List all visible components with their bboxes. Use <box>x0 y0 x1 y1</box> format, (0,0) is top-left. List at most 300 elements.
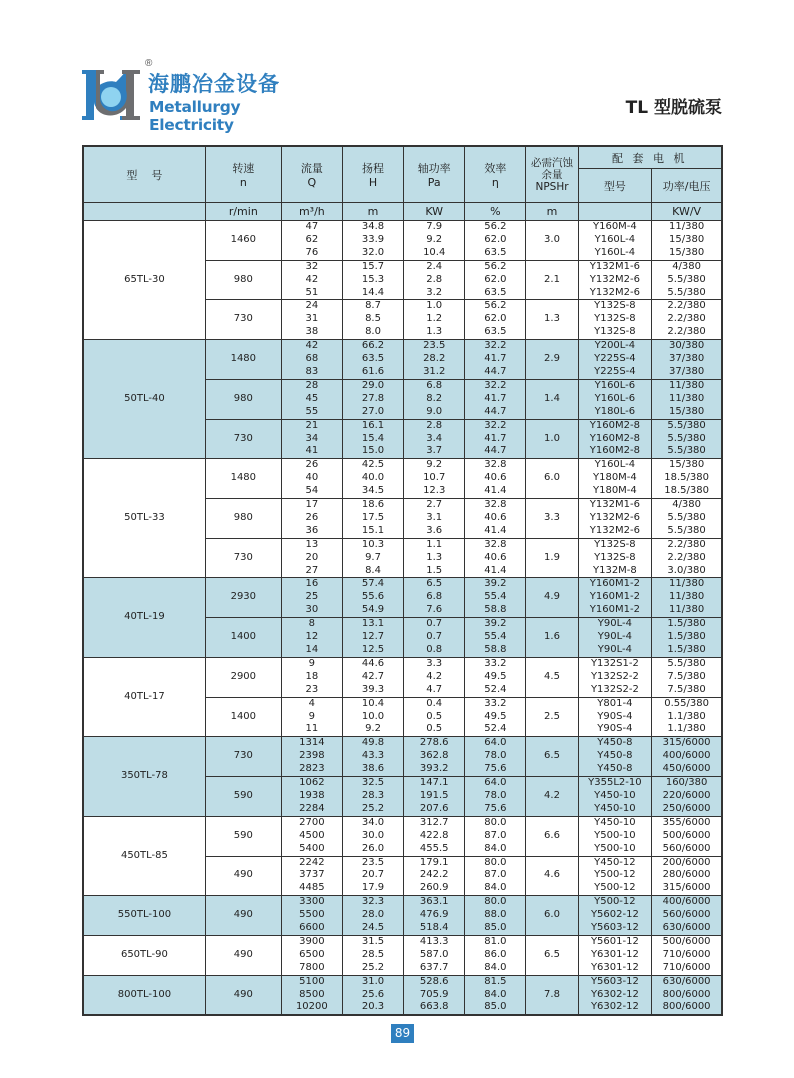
motor-power-cell: 2.2/380 <box>652 326 722 339</box>
motor-power-cell: 4/380 <box>652 260 722 273</box>
efficiency-cell: 56.2 <box>465 260 526 273</box>
header-flow-symbol: Q <box>307 176 317 189</box>
flow-cell: 4 <box>281 697 342 710</box>
efficiency-cell: 41.4 <box>465 565 526 578</box>
flow-cell: 5100 <box>281 975 342 988</box>
head-cell: 32.3 <box>342 896 403 909</box>
flow-cell: 23 <box>281 684 342 697</box>
unit-head: m <box>342 203 403 221</box>
motor-model-cell: Y132S-8 <box>578 538 652 551</box>
npsh-cell: 1.4 <box>526 379 578 419</box>
flow-cell: 38 <box>281 326 342 339</box>
flow-cell: 6600 <box>281 922 342 935</box>
efficiency-cell: 86.0 <box>465 949 526 962</box>
registered-mark: ® <box>145 58 153 69</box>
efficiency-cell: 85.0 <box>465 1001 526 1015</box>
efficiency-cell: 32.8 <box>465 459 526 472</box>
head-cell: 44.6 <box>342 657 403 670</box>
motor-power-cell: 1.1/380 <box>652 723 722 736</box>
motor-model-cell: Y90L-4 <box>578 644 652 657</box>
model-name: 650TL-90 <box>83 935 205 975</box>
speed-cell: 980 <box>205 260 281 300</box>
head-cell: 17.5 <box>342 512 403 525</box>
motor-power-cell: 1.1/380 <box>652 711 722 724</box>
table-row <box>83 340 722 353</box>
motor-model-cell: Y132M2-6 <box>578 525 652 538</box>
model-section-40tl-19 <box>83 578 722 657</box>
model-section-50tl-40 <box>83 340 722 459</box>
header-head-label: 扬程 <box>362 162 385 175</box>
motor-power-cell: 450/6000 <box>652 763 722 776</box>
motor-model-cell: Y450-8 <box>578 737 652 750</box>
motor-power-cell: 400/6000 <box>652 896 722 909</box>
head-cell: 42.5 <box>342 459 403 472</box>
flow-cell: 11 <box>281 723 342 736</box>
speed-cell: 1480 <box>205 340 281 380</box>
motor-model-cell: Y90S-4 <box>578 723 652 736</box>
flow-cell: 76 <box>281 247 342 260</box>
head-cell: 9.7 <box>342 552 403 565</box>
power-cell: 3.7 <box>404 445 465 458</box>
power-cell: 260.9 <box>404 882 465 895</box>
efficiency-cell: 40.6 <box>465 552 526 565</box>
motor-power-cell: 500/6000 <box>652 935 722 948</box>
power-cell: 7.6 <box>404 604 465 617</box>
efficiency-cell: 75.6 <box>465 803 526 816</box>
motor-model-cell: Y180M-4 <box>578 472 652 485</box>
npsh-cell: 2.1 <box>526 260 578 300</box>
flow-cell: 7800 <box>281 962 342 975</box>
model-name: 40TL-17 <box>83 657 205 736</box>
flow-cell: 42 <box>281 340 342 353</box>
motor-model-cell: Y500-12 <box>578 896 652 909</box>
power-cell: 393.2 <box>404 763 465 776</box>
power-cell: 3.4 <box>404 433 465 446</box>
unit-speed: r/min <box>205 203 281 221</box>
model-name: 800TL-100 <box>83 975 205 1015</box>
header-power <box>404 146 465 203</box>
efficiency-cell: 33.2 <box>465 697 526 710</box>
npsh-cell: 3.0 <box>526 221 578 261</box>
efficiency-cell: 63.5 <box>465 287 526 300</box>
motor-model-cell: Y450-10 <box>578 803 652 816</box>
head-cell: 9.2 <box>342 723 403 736</box>
power-cell: 2.7 <box>404 499 465 512</box>
efficiency-cell: 62.0 <box>465 274 526 287</box>
efficiency-cell: 87.0 <box>465 830 526 843</box>
flow-cell: 2823 <box>281 763 342 776</box>
company-logo <box>80 58 310 134</box>
header-power-symbol: Pa <box>427 176 441 189</box>
power-cell: 4.7 <box>404 684 465 697</box>
motor-power-cell: 11/380 <box>652 591 722 604</box>
table-row <box>83 657 722 670</box>
speed-cell: 490 <box>205 856 281 896</box>
speed-cell: 590 <box>205 816 281 856</box>
efficiency-cell: 80.0 <box>465 856 526 869</box>
speed-cell: 1480 <box>205 459 281 499</box>
flow-cell: 9 <box>281 711 342 724</box>
npsh-cell: 3.3 <box>526 499 578 539</box>
table-row <box>83 578 722 591</box>
efficiency-cell: 32.8 <box>465 499 526 512</box>
header-motor-model: 型号 <box>578 169 652 203</box>
power-cell: 9.0 <box>404 406 465 419</box>
head-cell: 12.5 <box>342 644 403 657</box>
efficiency-cell: 62.0 <box>465 313 526 326</box>
motor-power-cell: 200/6000 <box>652 856 722 869</box>
power-cell: 28.2 <box>404 353 465 366</box>
motor-model-cell: Y132M2-6 <box>578 274 652 287</box>
motor-model-cell: Y132M2-6 <box>578 512 652 525</box>
npsh-cell: 1.0 <box>526 419 578 459</box>
npsh-cell: 6.0 <box>526 459 578 499</box>
header-speed <box>205 146 281 203</box>
npsh-cell: 2.9 <box>526 340 578 380</box>
motor-model-cell: Y450-10 <box>578 790 652 803</box>
head-cell: 39.3 <box>342 684 403 697</box>
power-cell: 179.1 <box>404 856 465 869</box>
table-row <box>83 935 722 948</box>
motor-model-cell: Y801-4 <box>578 697 652 710</box>
head-cell: 27.8 <box>342 393 403 406</box>
model-section-350tl-78 <box>83 737 722 816</box>
flow-cell: 16 <box>281 578 342 591</box>
model-section-650tl-90 <box>83 935 722 975</box>
speed-cell: 730 <box>205 737 281 777</box>
motor-model-cell: Y5603-12 <box>578 922 652 935</box>
efficiency-cell: 88.0 <box>465 909 526 922</box>
head-cell: 15.1 <box>342 525 403 538</box>
head-cell: 8.7 <box>342 300 403 313</box>
head-cell: 63.5 <box>342 353 403 366</box>
motor-power-cell: 710/6000 <box>652 949 722 962</box>
motor-power-cell: 355/6000 <box>652 816 722 829</box>
head-cell: 57.4 <box>342 578 403 591</box>
speed-cell: 730 <box>205 419 281 459</box>
header-speed-symbol: n <box>239 176 247 189</box>
power-cell: 1.0 <box>404 300 465 313</box>
flow-cell: 45 <box>281 393 342 406</box>
model-name: 550TL-100 <box>83 896 205 936</box>
motor-power-cell: 560/6000 <box>652 843 722 856</box>
motor-power-cell: 2.2/380 <box>652 300 722 313</box>
efficiency-cell: 40.6 <box>465 472 526 485</box>
flow-cell: 4500 <box>281 830 342 843</box>
motor-power-cell: 630/6000 <box>652 922 722 935</box>
efficiency-cell: 33.2 <box>465 657 526 670</box>
efficiency-cell: 87.0 <box>465 869 526 882</box>
motor-power-cell: 315/6000 <box>652 737 722 750</box>
speed-cell: 490 <box>205 975 281 1015</box>
efficiency-cell: 40.6 <box>465 512 526 525</box>
motor-model-cell: Y6301-12 <box>578 962 652 975</box>
efficiency-cell: 84.0 <box>465 843 526 856</box>
motor-power-cell: 11/380 <box>652 393 722 406</box>
head-cell: 28.5 <box>342 949 403 962</box>
motor-power-cell: 5.5/380 <box>652 287 722 300</box>
unit-power: KW <box>404 203 465 221</box>
motor-power-cell: 5.5/380 <box>652 657 722 670</box>
motor-model-cell: Y132M2-6 <box>578 287 652 300</box>
efficiency-cell: 56.2 <box>465 221 526 234</box>
header-speed-label: 转速 <box>232 162 255 175</box>
power-cell: 0.8 <box>404 644 465 657</box>
efficiency-cell: 52.4 <box>465 684 526 697</box>
flow-cell: 3737 <box>281 869 342 882</box>
efficiency-cell: 56.2 <box>465 300 526 313</box>
power-cell: 455.5 <box>404 843 465 856</box>
speed-cell: 590 <box>205 777 281 817</box>
head-cell: 14.4 <box>342 287 403 300</box>
power-cell: 10.4 <box>404 247 465 260</box>
motor-model-cell: Y450-8 <box>578 763 652 776</box>
header-npsh-symbol: NPSHr <box>535 180 569 193</box>
header-npsh-label: 必需汽蚀余量 <box>531 156 573 181</box>
header-efficiency-label: 效率 <box>484 162 507 175</box>
motor-model-cell: Y5602-12 <box>578 909 652 922</box>
power-cell: 663.8 <box>404 1001 465 1015</box>
table-header <box>83 146 722 221</box>
efficiency-cell: 55.4 <box>465 631 526 644</box>
flow-cell: 17 <box>281 499 342 512</box>
motor-model-cell: Y160L-4 <box>578 234 652 247</box>
npsh-cell: 4.5 <box>526 657 578 697</box>
motor-power-cell: 280/6000 <box>652 869 722 882</box>
efficiency-cell: 41.4 <box>465 525 526 538</box>
efficiency-cell: 84.0 <box>465 882 526 895</box>
flow-cell: 5500 <box>281 909 342 922</box>
header-flow-label: 流量 <box>300 162 323 175</box>
motor-model-cell: Y160M2-8 <box>578 445 652 458</box>
motor-power-cell: 1.5/380 <box>652 631 722 644</box>
unit-npsh: m <box>526 203 578 221</box>
model-name: 350TL-78 <box>83 737 205 816</box>
table-row <box>83 975 722 988</box>
speed-cell: 490 <box>205 896 281 936</box>
motor-model-cell: Y160M2-8 <box>578 419 652 432</box>
efficiency-cell: 41.7 <box>465 433 526 446</box>
flow-cell: 21 <box>281 419 342 432</box>
motor-power-cell: 3.0/380 <box>652 565 722 578</box>
npsh-cell: 6.5 <box>526 737 578 777</box>
table-row <box>83 221 722 234</box>
head-cell: 8.5 <box>342 313 403 326</box>
power-cell: 147.1 <box>404 777 465 790</box>
power-cell: 242.2 <box>404 869 465 882</box>
motor-power-cell: 1.5/380 <box>652 644 722 657</box>
motor-model-cell: Y132S2-2 <box>578 684 652 697</box>
flow-cell: 32 <box>281 260 342 273</box>
flow-cell: 51 <box>281 287 342 300</box>
motor-power-cell: 2.2/380 <box>652 538 722 551</box>
motor-power-cell: 710/6000 <box>652 962 722 975</box>
flow-cell: 6500 <box>281 949 342 962</box>
npsh-cell: 2.5 <box>526 697 578 737</box>
motor-model-cell: Y90S-4 <box>578 711 652 724</box>
motor-power-cell: 15/380 <box>652 234 722 247</box>
motor-model-cell: Y132M-8 <box>578 565 652 578</box>
motor-power-cell: 15/380 <box>652 459 722 472</box>
power-cell: 0.4 <box>404 697 465 710</box>
power-cell: 6.8 <box>404 379 465 392</box>
power-cell: 1.5 <box>404 565 465 578</box>
efficiency-cell: 32.2 <box>465 340 526 353</box>
head-cell: 31.5 <box>342 935 403 948</box>
motor-model-cell: Y132S-8 <box>578 552 652 565</box>
head-cell: 10.0 <box>342 711 403 724</box>
page-number: 89 <box>391 1024 414 1043</box>
head-cell: 26.0 <box>342 843 403 856</box>
head-cell: 33.9 <box>342 234 403 247</box>
motor-power-cell: 4/380 <box>652 499 722 512</box>
motor-model-cell: Y225S-4 <box>578 353 652 366</box>
motor-power-cell: 15/380 <box>652 247 722 260</box>
motor-model-cell: Y160M1-2 <box>578 591 652 604</box>
model-section-50tl-33 <box>83 459 722 578</box>
efficiency-cell: 52.4 <box>465 723 526 736</box>
motor-power-cell: 5.5/380 <box>652 433 722 446</box>
flow-cell: 36 <box>281 525 342 538</box>
motor-model-cell: Y132M1-6 <box>578 260 652 273</box>
model-name: 65TL-30 <box>83 221 205 340</box>
efficiency-cell: 55.4 <box>465 591 526 604</box>
flow-cell: 14 <box>281 644 342 657</box>
power-cell: 191.5 <box>404 790 465 803</box>
flow-cell: 25 <box>281 591 342 604</box>
motor-power-cell: 7.5/380 <box>652 684 722 697</box>
head-cell: 15.3 <box>342 274 403 287</box>
efficiency-cell: 32.8 <box>465 538 526 551</box>
flow-cell: 27 <box>281 565 342 578</box>
motor-power-cell: 220/6000 <box>652 790 722 803</box>
flow-cell: 28 <box>281 379 342 392</box>
head-cell: 20.7 <box>342 869 403 882</box>
brand-name-cn: 海鹏冶金设备 <box>148 72 280 96</box>
efficiency-cell: 81.5 <box>465 975 526 988</box>
motor-model-cell: Y160M2-8 <box>578 433 652 446</box>
motor-power-cell: 5.5/380 <box>652 274 722 287</box>
flow-cell: 4485 <box>281 882 342 895</box>
motor-power-cell: 2.2/380 <box>652 313 722 326</box>
flow-cell: 41 <box>281 445 342 458</box>
motor-power-cell: 15/380 <box>652 406 722 419</box>
header-efficiency <box>465 146 526 203</box>
efficiency-cell: 44.7 <box>465 445 526 458</box>
efficiency-cell: 39.2 <box>465 618 526 631</box>
motor-model-cell: Y90L-4 <box>578 631 652 644</box>
flow-cell: 42 <box>281 274 342 287</box>
flow-cell: 20 <box>281 552 342 565</box>
motor-model-cell: Y180M-4 <box>578 485 652 498</box>
motor-power-cell: 160/380 <box>652 777 722 790</box>
motor-power-cell: 1.5/380 <box>652 618 722 631</box>
motor-power-cell: 5.5/380 <box>652 445 722 458</box>
head-cell: 54.9 <box>342 604 403 617</box>
motor-model-cell: Y160L-6 <box>578 393 652 406</box>
flow-cell: 2242 <box>281 856 342 869</box>
efficiency-cell: 58.8 <box>465 604 526 617</box>
power-cell: 413.3 <box>404 935 465 948</box>
head-cell: 34.8 <box>342 221 403 234</box>
header-flow <box>281 146 342 203</box>
flow-cell: 5400 <box>281 843 342 856</box>
npsh-cell: 4.2 <box>526 777 578 817</box>
flow-cell: 13 <box>281 538 342 551</box>
head-cell: 28.0 <box>342 909 403 922</box>
header-model: 型 号 <box>83 146 205 203</box>
unit-efficiency: % <box>465 203 526 221</box>
head-cell: 25.6 <box>342 989 403 1002</box>
unit-motor-power: KW/V <box>652 203 722 221</box>
head-cell: 43.3 <box>342 750 403 763</box>
power-cell: 10.7 <box>404 472 465 485</box>
power-cell: 0.5 <box>404 723 465 736</box>
flow-cell: 31 <box>281 313 342 326</box>
flow-cell: 2284 <box>281 803 342 816</box>
head-cell: 10.4 <box>342 697 403 710</box>
flow-cell: 83 <box>281 366 342 379</box>
flow-cell: 62 <box>281 234 342 247</box>
motor-model-cell: Y6302-12 <box>578 1001 652 1015</box>
flow-cell: 2700 <box>281 816 342 829</box>
head-cell: 24.5 <box>342 922 403 935</box>
head-cell: 42.7 <box>342 671 403 684</box>
flow-cell: 9 <box>281 657 342 670</box>
motor-model-cell: Y160L-4 <box>578 247 652 260</box>
motor-model-cell: Y180L-6 <box>578 406 652 419</box>
power-cell: 1.3 <box>404 552 465 565</box>
motor-model-cell: Y160L-6 <box>578 379 652 392</box>
motor-power-cell: 11/380 <box>652 379 722 392</box>
npsh-cell: 6.5 <box>526 935 578 975</box>
model-section-40tl-17 <box>83 657 722 736</box>
power-cell: 637.7 <box>404 962 465 975</box>
flow-cell: 1938 <box>281 790 342 803</box>
efficiency-cell: 84.0 <box>465 962 526 975</box>
motor-model-cell: Y160M1-2 <box>578 578 652 591</box>
model-section-450tl-85 <box>83 816 722 895</box>
speed-cell: 980 <box>205 379 281 419</box>
power-cell: 3.6 <box>404 525 465 538</box>
header-model-unit-blank <box>83 203 205 221</box>
power-cell: 362.8 <box>404 750 465 763</box>
header-head <box>342 146 403 203</box>
motor-model-cell: Y132S-8 <box>578 326 652 339</box>
power-cell: 1.3 <box>404 326 465 339</box>
speed-cell: 1460 <box>205 221 281 261</box>
power-cell: 312.7 <box>404 816 465 829</box>
flow-cell: 54 <box>281 485 342 498</box>
flow-cell: 3900 <box>281 935 342 948</box>
npsh-cell: 1.3 <box>526 300 578 340</box>
head-cell: 12.7 <box>342 631 403 644</box>
motor-power-cell: 30/380 <box>652 340 722 353</box>
head-cell: 20.3 <box>342 1001 403 1015</box>
flow-cell: 26 <box>281 459 342 472</box>
head-cell: 27.0 <box>342 406 403 419</box>
efficiency-cell: 64.0 <box>465 737 526 750</box>
npsh-cell: 6.0 <box>526 896 578 936</box>
head-cell: 25.2 <box>342 962 403 975</box>
motor-model-cell: Y6302-12 <box>578 989 652 1002</box>
efficiency-cell: 84.0 <box>465 989 526 1002</box>
flow-cell: 47 <box>281 221 342 234</box>
model-section-800tl-100 <box>83 975 722 1015</box>
motor-model-cell: Y450-10 <box>578 816 652 829</box>
head-cell: 38.6 <box>342 763 403 776</box>
head-cell: 17.9 <box>342 882 403 895</box>
